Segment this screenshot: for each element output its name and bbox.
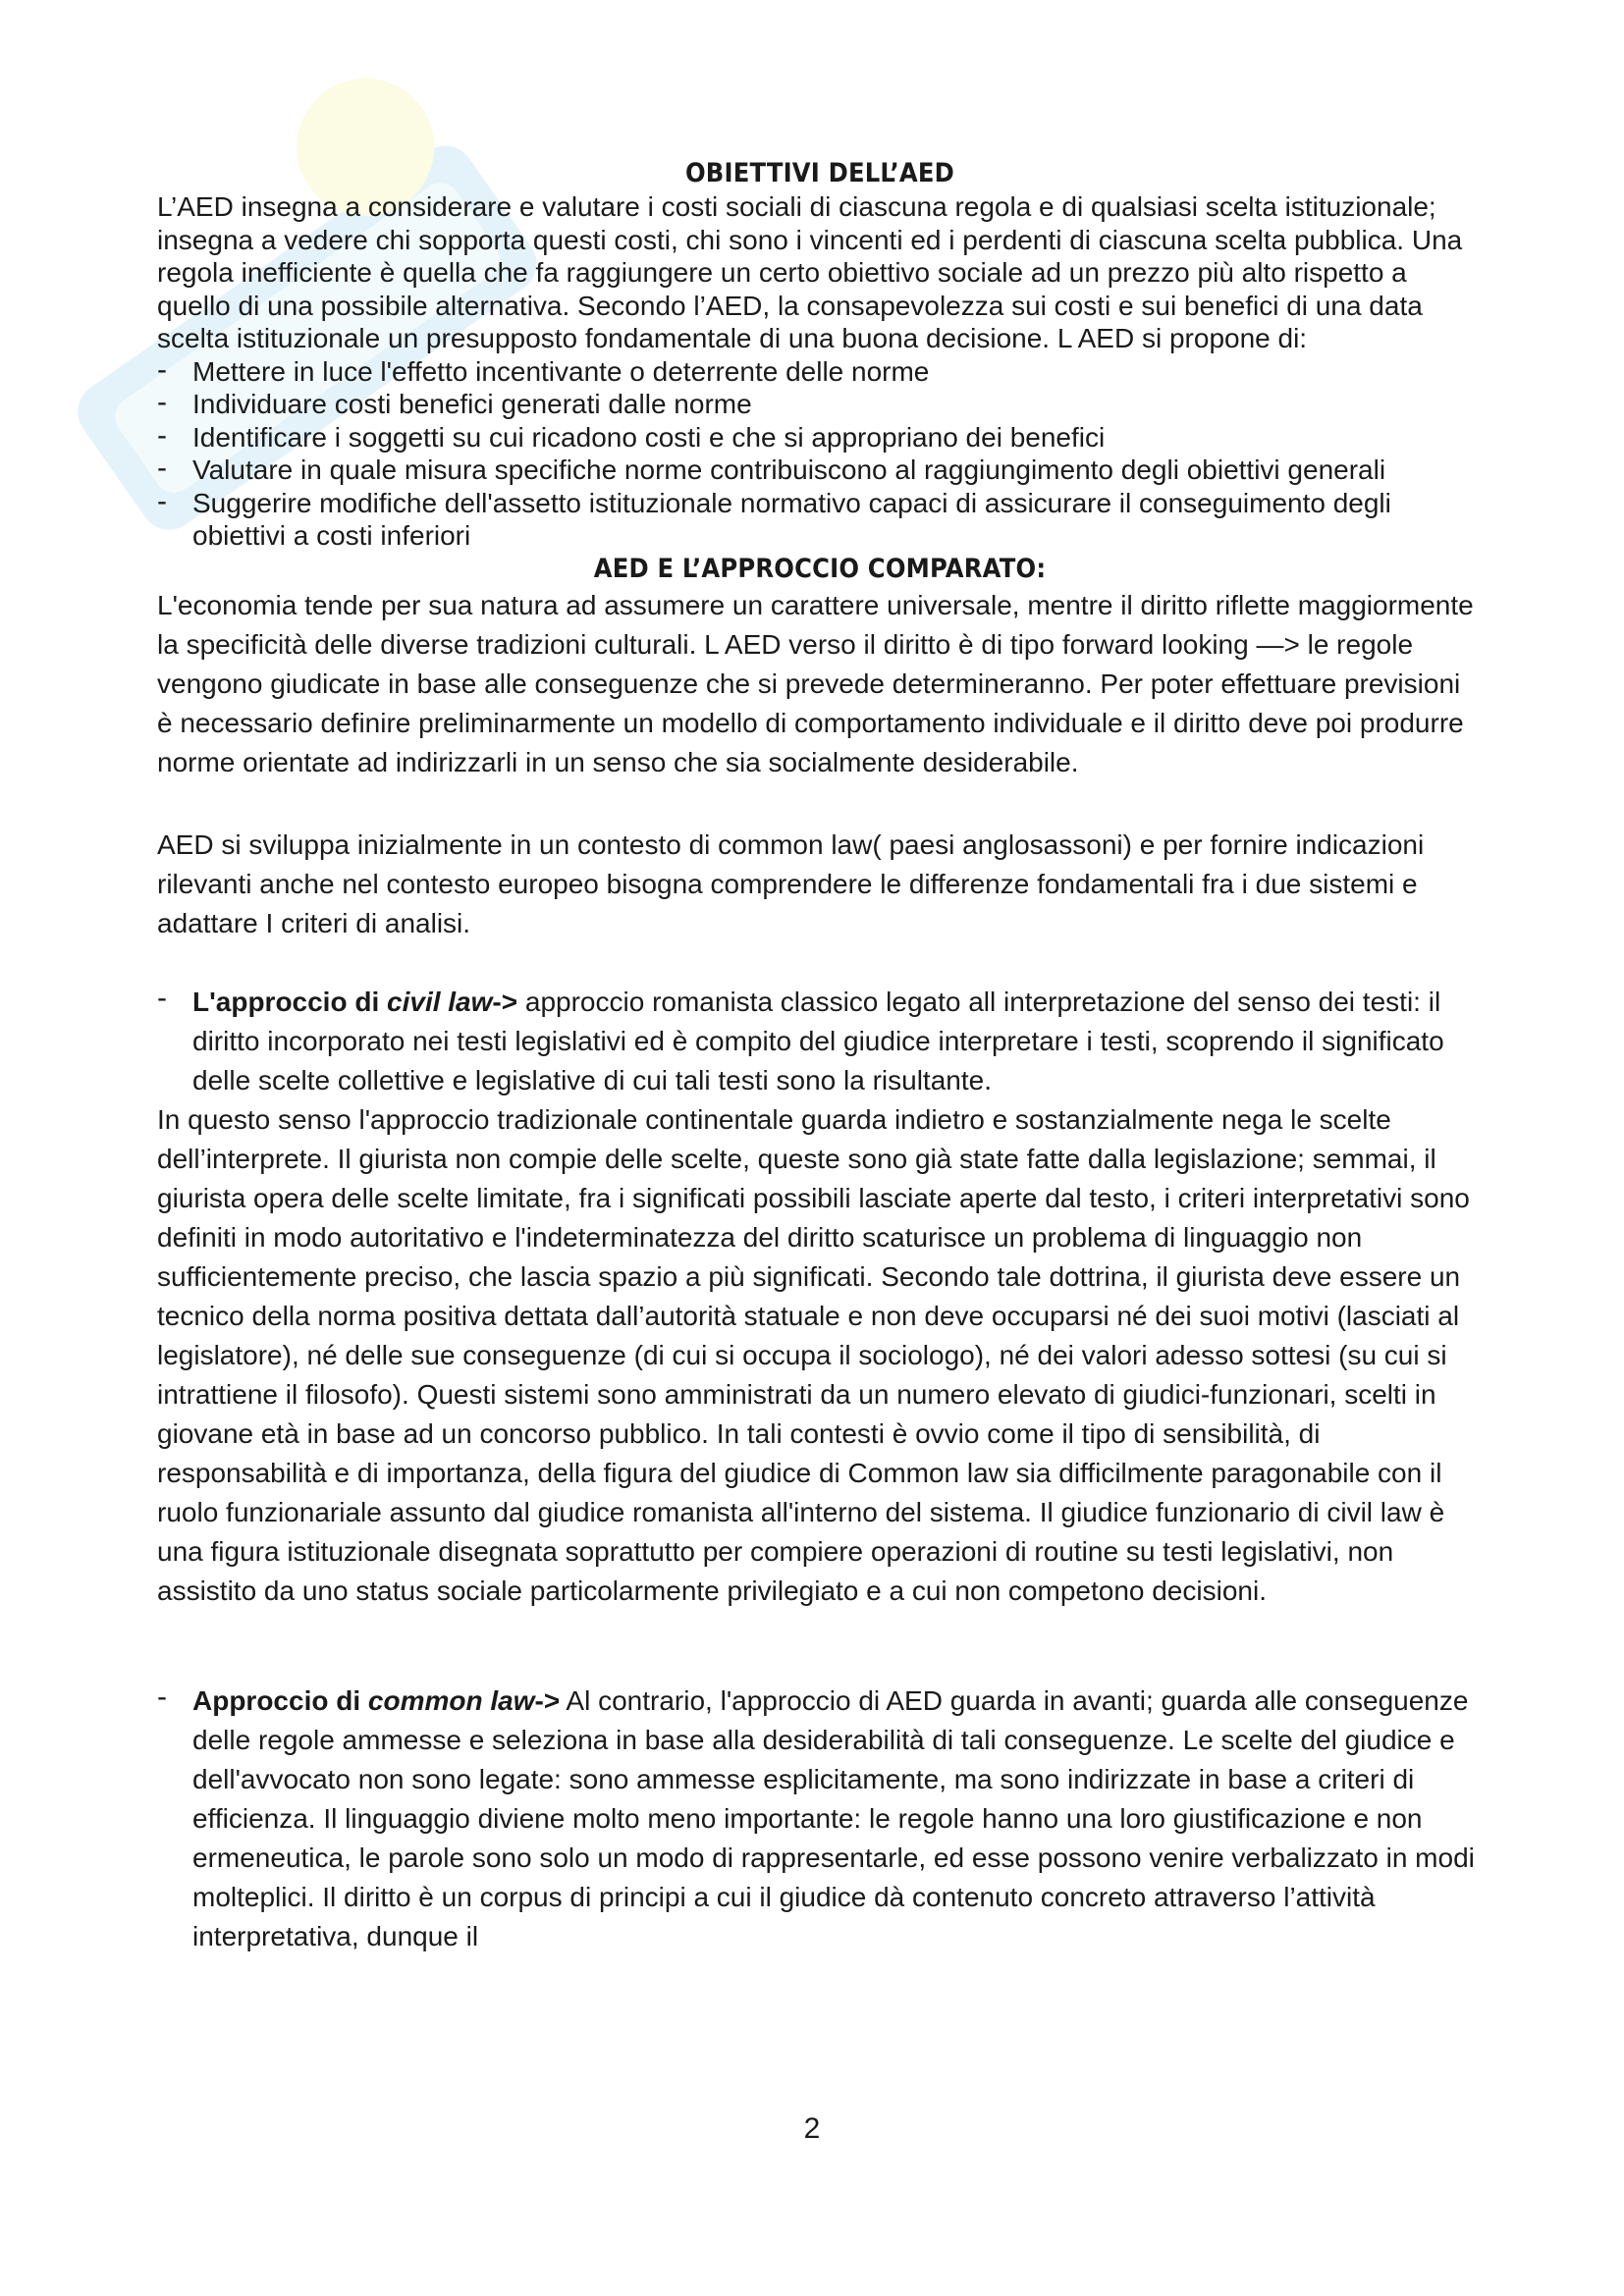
objectives-list — [157, 355, 1483, 553]
page-content — [157, 157, 1483, 1956]
common-law-context-paragraph: AED si sviluppa inizialmente in un contesto di common law( paesi anglosassoni) e per fornire indicazioni rilevanti anche nel contesto europeo bisogna comprendere le differenze fondamentali fra i due sistemi e adattare I criteri di analisi. — [157, 828, 1425, 938]
intro-paragraph: L’AED insegna a considerare e valutare i costi sociali di ciascuna regola e di qualsiasi scelta istituzionale; insegna a vedere chi sopporta questi costi, chi sono i vincenti ed i perdenti di ciascuna scelta pubblica. Una regola inefficiente è quella che fa raggiungere un certo obiettivo sociale ad un prezzo più alto rispetto a quello di una possibile alternativa. Secondo l’AED, la consapevolezza sui costi e sui benefici di una data scelta istituzionale un presupposto fondamentale di una buona decisione. L AED si propone di: — [157, 191, 1463, 353]
list-item: - Mettere in luce l'effetto incentivante o deterrente delle norme — [157, 355, 1483, 389]
list-item: - Individuare costi benefici generati dalle norme — [157, 388, 1483, 421]
civil-law-lead: L'approccio di civil law-> — [192, 986, 518, 1017]
comparative-paragraph: L'economia tende per sua natura ad assumere un carattere universale, mentre il diritto riflette maggiormente la specificità delle diverse tradizioni culturali. L AED verso il diritto è di tipo forward looking —> le regole vengono giudicate in base alle conseguenze che si prevede determineranno. Per poter effettuare previsioni è necessario definire preliminarmente un modello di comportamento individuale e il diritto deve poi produrre norme orientate ad indirizzarli in un senso che sia socialmente desiderabile. — [157, 589, 1474, 777]
section-heading-approccio: AED E L’APPROCCIO COMPARATO: — [593, 553, 1047, 584]
civil-law-text: approccio romanista classico legato all interpretazione del senso dei testi: il diritto incorporato nei testi legislativi ed è compito del giudice interpretare i testi, scoprendo il significato delle scelte collettive e legislative di cui tali testi sono la risultante. — [192, 986, 1444, 1095]
civil-law-paragraph: In questo senso l'approccio tradizionale continentale guarda indietro e sostanzialmente nega le scelte dell’interprete. Il giurista non compie delle scelte, queste sono già state fatte dalla legislazione; semmai, il giurista opera delle scelte limitate, fra i significati possibili lasciate aperte dal testo, i criteri interpretativi sono definiti in modo autoritativo e l'indeterminatezza del diritto scaturisce un problema di linguaggio non sufficientemente preciso, che lascia spazio a più significati. Secondo tale dottrina, il giurista deve essere un tecnico della norma positiva dettata dall’autorità statuale e non deve occuparsi né dei suoi motivi (lasciati al legislatore), né delle sue conseguenze (di cui si occupa il sociologo), né dei valori adesso sottesi (su cui si intrattiene il filosofo). Questi sistemi sono amministrati da un numero elevato di giudici-funzionari, scelti in giovane età in base ad un concorso pubblico. In tali contesti è ovvio come il tipo di sensibilità, di responsabilità e di importanza, della figura del giudice di Common law sia difficilmente paragonabile con il ruolo funzionariale assunto dal giudice romanista all'interno del sistema. Il giudice funzionario di civil law è una figura istituzionale disegnata soprattutto per compiere operazioni di routine su testi legislativi, non assistito da uno status sociale particolarmente privilegiato e a cui non competono decisioni. — [157, 1103, 1470, 1606]
civil-law-item — [157, 983, 1483, 1100]
common-law-item — [157, 1682, 1483, 1956]
section-heading-obiettivi: OBIETTIVI DELL’AED — [684, 158, 955, 188]
page-number: 2 — [803, 2112, 821, 2145]
list-item: - Suggerire modifiche dell'assetto istituzionale normativo capaci di assicurare il conseguimento degli obiettivi a costi inferiori — [157, 487, 1483, 553]
list-item: - Identificare i soggetti su cui ricadono costi e che si appropriano dei benefici — [157, 421, 1483, 454]
common-law-lead: Approccio di common law-> — [192, 1684, 561, 1716]
common-law-text: Al contrario, l'approccio di AED guarda in avanti; guarda alle conseguenze delle regole ammesse e seleziona in base alla desiderabilità di tali conseguenze. Le scelte del giudice e dell'avvocato non sono legate: sono ammesse esplicitamente, ma sono indirizzate in base a criteri di efficienza. Il linguaggio diviene molto meno importante: le regole hanno una loro giustificazione e non ermeneutica, le parole sono solo un modo di rappresentarle, ed esse possono venire verbalizzato in modi molteplici. Il diritto è un corpus di principi a cui il giudice dà contenuto concreto attraverso l’attività interpretativa, dunque il — [192, 1684, 1475, 1951]
list-item: - Valutare in quale misura specifiche norme contribuiscono al raggiungimento degli obiettivi generali — [157, 454, 1483, 487]
